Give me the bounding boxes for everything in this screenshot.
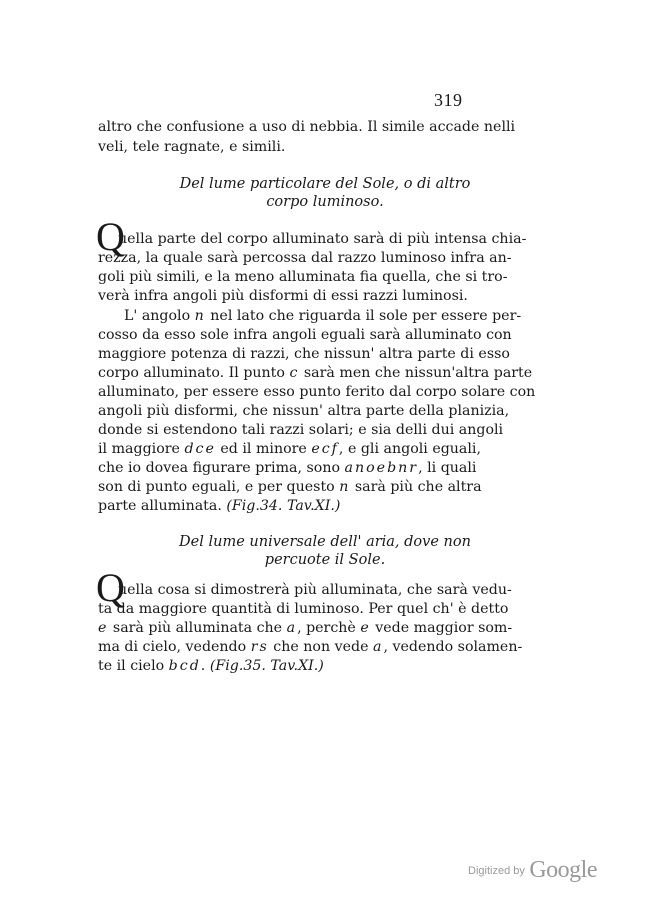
figure-letters: anoebnr — [344, 460, 419, 476]
text-span: sarà men che nissun'altra parte — [299, 365, 533, 381]
text-span: te il cielo — [98, 658, 169, 674]
text-span: parte alluminata. — [98, 498, 227, 514]
figure-letter: e — [98, 620, 109, 636]
text-span: nel lato che riguarda il sole per essere per- — [205, 308, 522, 324]
text-span: che non vede — [268, 639, 374, 655]
text-line — [98, 459, 475, 477]
text-span: che io dovea figurare prima, sono — [98, 460, 345, 476]
text-line: uella parte del corpo alluminato sarà di più intensa chia- — [118, 231, 527, 247]
text-span: sarà più alluminata che — [108, 620, 287, 636]
text-span: , li quali — [418, 460, 477, 476]
section-heading: percuote il Sole. — [264, 552, 386, 568]
section-heading: corpo luminoso. — [266, 194, 384, 210]
text-span: vede maggior som- — [370, 620, 513, 636]
text-line: ta da maggiore quantità di luminoso. Per quel ch' è detto — [98, 601, 509, 617]
text-span: . — [200, 658, 210, 674]
text-line: verà infra angoli più disformi di essi razzi luminosi. — [98, 288, 468, 304]
text-line — [98, 440, 481, 458]
drop-cap: Q — [96, 565, 125, 610]
figure-letter: n — [194, 308, 206, 324]
text-line — [98, 657, 475, 675]
text-span: L' angolo — [124, 308, 195, 324]
figure-letters: ecf — [311, 441, 339, 457]
figure-reference: (Fig.34. Tav.XI.) — [226, 498, 341, 514]
text-line — [98, 638, 523, 656]
google-logo: Google — [529, 857, 597, 883]
text-line: veli, tele ragnate, e simili. — [98, 139, 286, 155]
text-line — [98, 364, 533, 382]
watermark-prefix: Digitized by — [468, 865, 525, 877]
text-line: donde si estendono tali razzi solari; e sia delli dui angoli — [98, 422, 504, 438]
figure-letter: c — [289, 365, 300, 381]
figure-letter: n — [339, 479, 351, 495]
section-heading: Del lume particolare del Sole, o di altro — [179, 176, 471, 192]
text-line: angoli più disformi, che nissun' altra parte della planizia, — [98, 403, 510, 419]
text-line: altro che confusione a uso di nebbia. Il simile accade nelli — [98, 119, 516, 135]
digitized-watermark — [468, 857, 597, 884]
text-line — [124, 307, 522, 325]
figure-reference: (Fig.35. Tav.XI.) — [209, 658, 324, 674]
text-span: corpo alluminato. Il punto — [98, 365, 290, 381]
text-line: goli più simili, e la meno alluminata fia quella, che si tro- — [98, 269, 508, 285]
section-heading: Del lume universale dell' aria, dove non — [179, 534, 471, 550]
figure-letter: e — [360, 620, 371, 636]
text-span: , perchè — [297, 620, 361, 636]
text-span: , vedendo solamen- — [383, 639, 523, 655]
figure-letters: bcd — [168, 658, 201, 674]
text-line: rezza, la quale sarà percossa dal razzo luminoso infra an- — [98, 250, 512, 266]
figure-letters: dce — [184, 441, 216, 457]
text-line — [98, 619, 513, 637]
figure-letter: a — [286, 620, 298, 636]
text-line: cosso da esso sole infra angoli eguali sarà alluminato con — [98, 327, 512, 343]
text-span: ma di cielo, vedendo — [98, 639, 251, 655]
figure-letters: rs — [250, 639, 269, 655]
text-span: son di punto eguali, e per questo — [98, 479, 340, 495]
text-line: alluminato, per essere esso punto ferito dal corpo solare con — [98, 384, 536, 400]
figure-letter: a — [373, 639, 384, 655]
text-line: maggiore potenza di razzi, che nissun' altra parte di esso — [98, 346, 510, 362]
text-line: uella cosa si dimostrerà più alluminata, che sarà vedu- — [118, 582, 512, 598]
page-number: 319 — [434, 90, 463, 110]
text-span: sarà più che altra — [350, 479, 482, 495]
text-span: il maggiore — [98, 441, 185, 457]
text-line — [98, 478, 482, 496]
text-span: , e gli angoli eguali, — [338, 441, 481, 457]
text-line — [98, 497, 475, 515]
drop-cap: Q — [96, 214, 125, 259]
text-span: ed il minore — [215, 441, 312, 457]
